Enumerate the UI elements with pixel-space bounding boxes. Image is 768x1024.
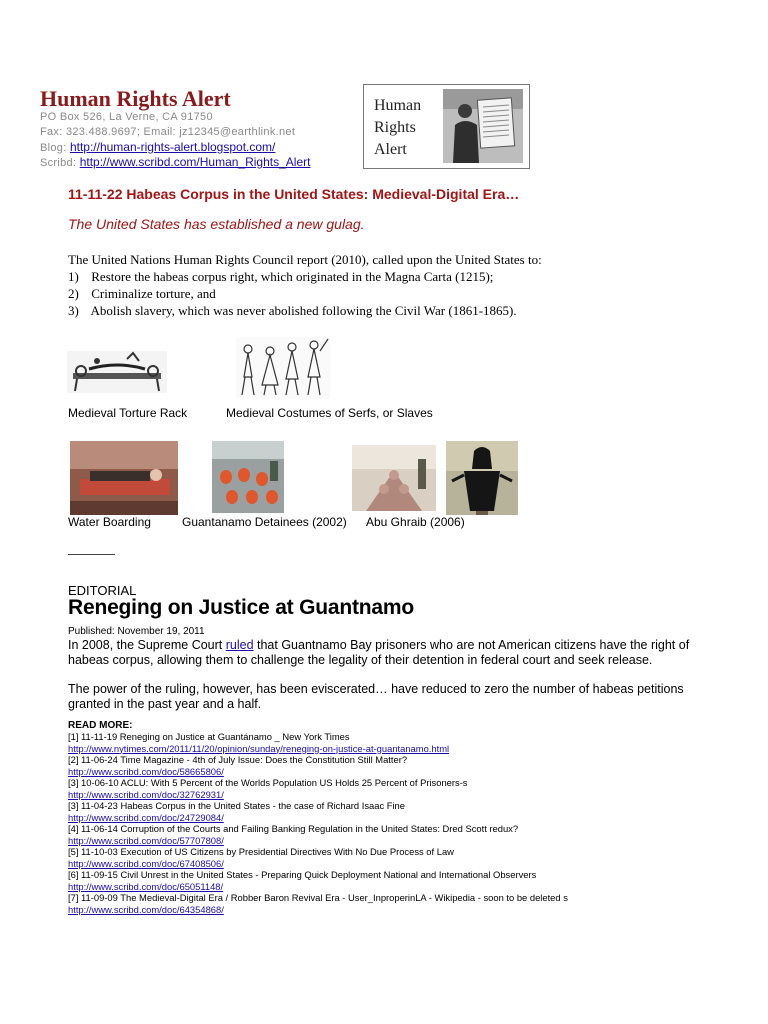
reference-title: [1] 11-11-19 Reneging on Justice at Guantánamo _ New York Times xyxy=(68,731,350,742)
guantanamo-detainees-image xyxy=(212,441,284,513)
reference-title: [5] 11-10-03 Execution of US Citizens by Presidential Directives With No Due Process of Law xyxy=(68,846,454,857)
paragraph-text: In 2008, the Supreme Court xyxy=(68,638,226,652)
torture-rack-image xyxy=(67,351,167,393)
blog-label: Blog: xyxy=(40,142,67,154)
document-subline: The United States has established a new gulag. xyxy=(68,216,365,232)
address-line: PO Box 526, La Verne, CA 91750 xyxy=(40,111,213,123)
caption-rack: Medieval Torture Rack xyxy=(68,406,188,420)
reference-link[interactable]: http://www.nytimes.com/2011/11/20/opinion/sunday/reneging-on-justice-at-guantanamo.html xyxy=(68,742,450,754)
intro-item xyxy=(68,268,542,285)
document-headline: 11-11-22 Habeas Corpus in the United States: Medieval-Digital Era… xyxy=(68,186,520,202)
published-date: Published: November 19, 2011 xyxy=(68,626,205,637)
caption-abu-ghraib: Abu Ghraib (2006) xyxy=(366,515,465,529)
reference-title: [6] 11-09-15 Civil Unrest in the United States - Preparing Quick Deployment National and International Observers xyxy=(68,869,537,880)
reference-link[interactable]: http://www.scribd.com/doc/65051148/ xyxy=(68,880,224,892)
item-number: 2) xyxy=(68,286,79,301)
reference-link[interactable]: http://www.scribd.com/doc/67408506/ xyxy=(68,857,224,869)
article-paragraph: The power of the ruling, however, has been eviscerated… have reduced to zero the number of habeas petitions granted in the past year and a half. xyxy=(68,682,684,711)
reference-link[interactable]: http://www.scribd.com/doc/57707808/ xyxy=(68,834,224,846)
scribd-line xyxy=(40,155,310,169)
article-paragraph xyxy=(68,638,708,668)
water-boarding-image xyxy=(70,441,178,515)
reference-title: [7] 11-09-09 The Medieval-Digital Era / Robber Baron Revival Era - User_InproperinLA - Wikipedia - soon to be deleted s xyxy=(68,892,568,903)
scribd-label: Scribd: xyxy=(40,157,77,169)
abu-ghraib-hooded-image xyxy=(446,441,518,515)
article-title: Reneging on Justice at Guantnamo xyxy=(68,596,414,619)
logo-photo xyxy=(443,89,523,163)
reference-title: [3] 10-06-10 ACLU: With 5 Percent of the Worlds Population US Holds 25 Percent of Prisoners-s xyxy=(68,777,468,788)
serfs-costumes-image xyxy=(236,337,330,399)
abu-ghraib-pyramid-image xyxy=(352,445,436,511)
caption-waterboarding: Water Boarding xyxy=(68,515,151,529)
caption-guantanamo: Guantanamo Detainees (2002) xyxy=(182,515,347,529)
blog-link[interactable]: http://human-rights-alert.blogspot.com/ xyxy=(69,140,276,154)
reference-link[interactable]: http://www.scribd.com/doc/58665806/ xyxy=(68,765,224,777)
read-more-label: READ MORE: xyxy=(68,720,133,731)
contact-line: Fax: 323.488.9697; Email: jz12345@earthlink.net xyxy=(40,126,296,138)
logo-line: Human xyxy=(374,97,422,114)
org-title: Human Rights Alert xyxy=(40,86,231,111)
reference-link[interactable]: http://www.scribd.com/doc/32762931/ xyxy=(68,788,224,800)
caption-serfs: Medieval Costumes of Serfs, or Slaves xyxy=(226,406,433,420)
logo-line: Rights xyxy=(374,119,416,136)
reference-title: [4] 11-06-14 Corruption of the Courts and Failing Banking Regulation in the United States: Dred Scott redux? xyxy=(68,823,519,834)
blog-line xyxy=(40,140,275,154)
section-divider xyxy=(68,554,115,555)
reference-title: [2] 11-06-24 Time Magazine - 4th of July Issue: Does the Constitution Still Matter? xyxy=(68,754,408,765)
item-text: Criminalize torture, and xyxy=(88,286,216,301)
intro-item xyxy=(68,285,542,302)
scribd-link[interactable]: http://www.scribd.com/Human_Rights_Alert xyxy=(79,155,311,169)
logo-text xyxy=(374,95,421,161)
section-label: EDITORIAL xyxy=(68,583,137,598)
intro-block xyxy=(68,251,542,319)
ruled-link[interactable]: ruled xyxy=(225,638,254,652)
item-number: 1) xyxy=(68,269,79,284)
item-text: Restore the habeas corpus right, which originated in the Magna Carta (1215); xyxy=(88,269,494,284)
item-number: 3) xyxy=(68,303,79,318)
logo-line: Alert xyxy=(374,141,407,158)
reference-list xyxy=(68,731,708,915)
reference-title: [3] 11-04-23 Habeas Corpus in the United States - the case of Richard Isaac Fine xyxy=(68,800,405,811)
intro-item xyxy=(68,302,542,319)
reference-link[interactable]: http://www.scribd.com/doc/64354868/ xyxy=(68,903,224,915)
item-text: Abolish slavery, which was never abolished following the Civil War (1861-1865). xyxy=(88,303,517,318)
logo-box xyxy=(363,84,530,169)
reference-link[interactable]: http://www.scribd.com/doc/24729084/ xyxy=(68,811,224,823)
intro-lead: The United Nations Human Rights Council report (2010), called upon the United States to: xyxy=(68,252,542,267)
paragraph-text: that Guantnamo Bay prisoners who are not American citizens have the right of habeas corpus, allowing them to challenge the legality of their detention in federal court and seek release. xyxy=(68,638,690,667)
